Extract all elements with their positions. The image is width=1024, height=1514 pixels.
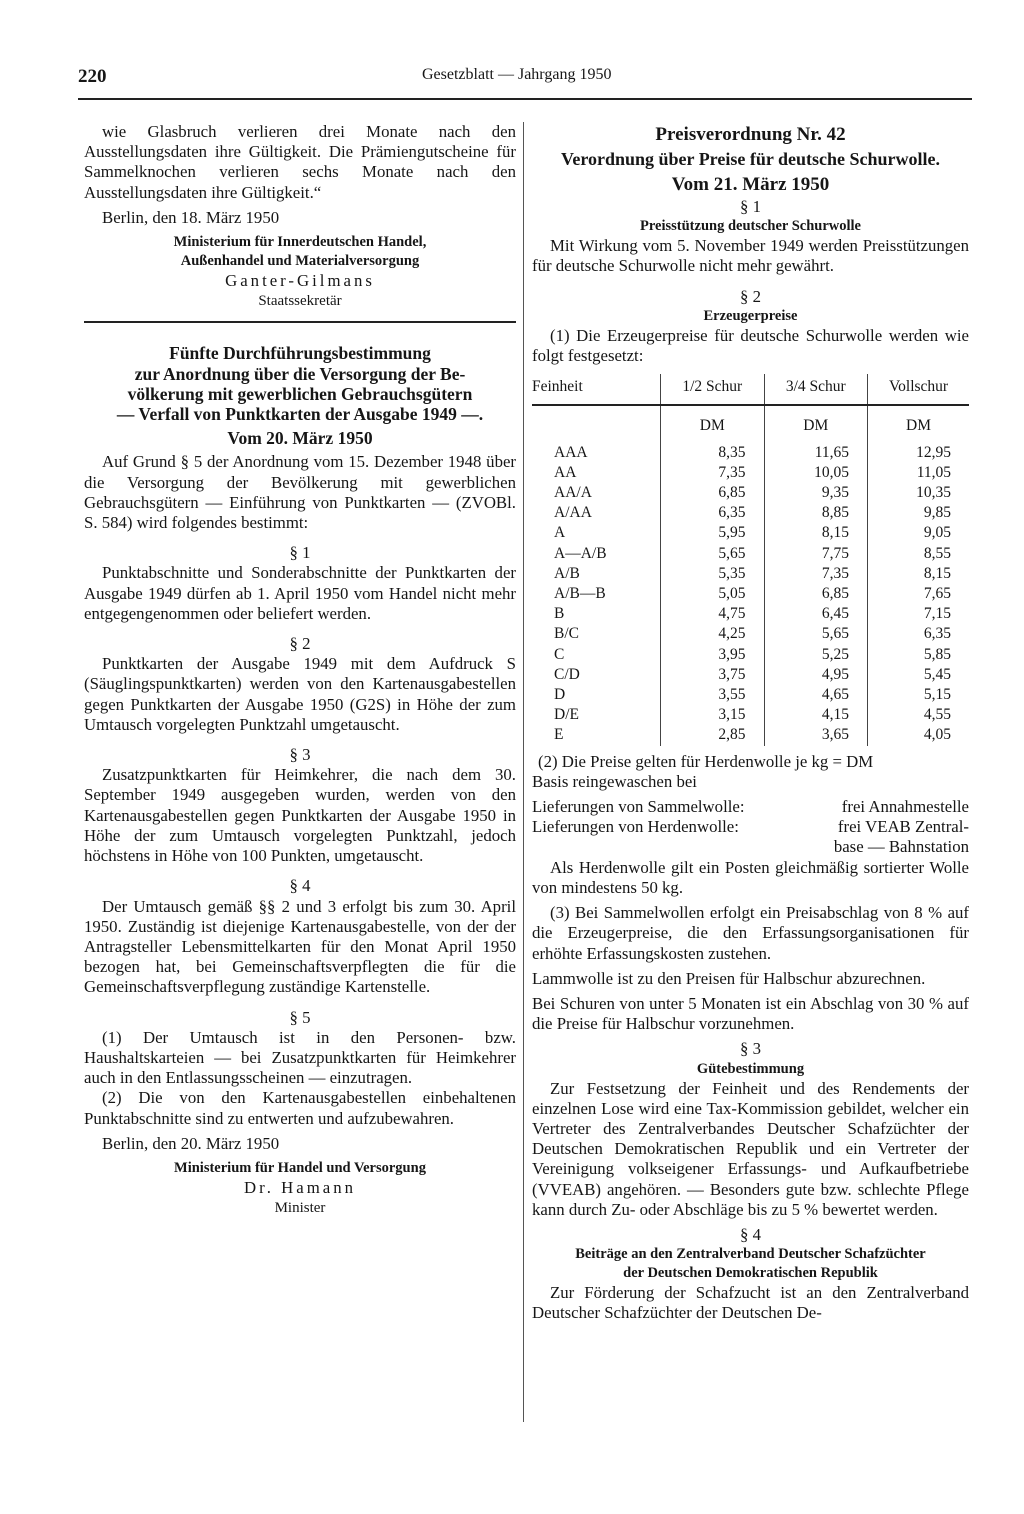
r-section-3-head: § 3 <box>740 1039 761 1059</box>
price-cell-feinheit: AA/A <box>554 484 592 502</box>
price-cell-value: 3,75 <box>661 665 765 685</box>
price-cell-value: 5,45 <box>868 665 969 685</box>
section-4-head: § 4 <box>289 876 311 896</box>
price-cell-value: 5,15 <box>868 685 969 705</box>
price-cell-value: 8,55 <box>868 544 969 564</box>
unit-dm-1: DM <box>661 405 765 442</box>
role-2: Minister <box>274 1200 326 1217</box>
delivery-herdenwolle-value: frei VEAB Zentral- <box>837 817 969 837</box>
decree-title-3: völkerung mit gewerblichen Gebrauchsgütern <box>127 383 473 404</box>
price-cell-feinheit: B <box>554 605 565 623</box>
price-cell-value: 7,15 <box>868 604 969 624</box>
price-cell-value: 5,25 <box>764 645 868 665</box>
price-row <box>532 564 969 584</box>
section-5-head: § 5 <box>289 1007 311 1027</box>
ministry-1a: Ministerium für Innerdeutschen Handel, <box>173 234 427 251</box>
price-cell-value: 7,35 <box>661 463 765 483</box>
continuation-text: wie Glasbruch verlieren drei Monate nach den Ausstellungsdaten ihre Gültigkeit. Die Prämiengutscheine für Sammelknochen verlieren sechs Monate nach den Ausstellungsdaten ihre Gültigkeit.“ <box>84 122 516 202</box>
section-1-text: Punktabschnitte und Sonderabschnitte der Punktkarten der Ausgabe 1949 dürfen ab 1. April 1950 vom Handel nicht mehr entgegengenommen oder beliefert werden. <box>84 563 516 623</box>
col-vollschur: Vollschur <box>868 374 969 405</box>
price-cell-value: 5,35 <box>661 564 765 584</box>
price-cell-feinheit: AA <box>554 463 577 481</box>
ministry-1b: Außenhandel und Materialversorgung <box>180 253 420 270</box>
decree-date: Vom 20. März 1950 <box>227 428 373 449</box>
section-2-text: Punktkarten der Ausgabe 1949 mit dem Aufdruck S (Säuglingspunktkarten) werden von den Kartenausgabestellen gegen Punktkarten der Ausgabe 1950 (G2S) in Höhe der zum Umtausch vorgelegten Punktzahl umgetauscht. <box>84 654 516 734</box>
signer-1: Ganter-Gilmans <box>225 271 375 291</box>
delivery-herdenwolle-label: Lieferungen von Herdenwolle: <box>532 817 739 837</box>
price-row <box>532 483 969 503</box>
r-section-1-head: § 1 <box>740 197 761 216</box>
price-row <box>532 604 969 624</box>
price-cell-value: 3,15 <box>661 705 765 725</box>
price-cell-feinheit: A <box>554 524 566 542</box>
price-cell-feinheit: E <box>554 726 564 744</box>
price-row <box>532 624 969 644</box>
price-cell-value: 5,05 <box>661 584 765 604</box>
unit-dm-2: DM <box>764 405 868 442</box>
herdenwolle-definition: Als Herdenwolle gilt ein Posten gleichmäßig sortierter Wolle von mindestens 50 kg. <box>532 857 969 897</box>
price-row <box>532 544 969 564</box>
delivery-herdenwolle <box>532 817 969 837</box>
price-cell-value: 11,65 <box>764 443 868 463</box>
right-column <box>532 122 969 1324</box>
section-5-para-2: (2) Die von den Kartenausgabestellen einbehaltenen Punktabschnitte sind zu entwerten und aufzubewahren. <box>84 1088 516 1128</box>
signer-2: Dr. Hamann <box>243 1177 357 1197</box>
price-row <box>532 463 969 483</box>
section-3-head: § 3 <box>289 745 311 765</box>
price-row <box>532 705 969 725</box>
price-cell-feinheit: A/AA <box>554 504 592 522</box>
price-cell-value: 7,75 <box>764 544 868 564</box>
price-cell-value: 5,85 <box>868 645 969 665</box>
r-section-4-sub-2: der Deutschen Demokratischen Republik <box>623 1265 878 1282</box>
col-dreiviertelschur: 3/4 Schur <box>764 374 868 405</box>
price-cell-value: 4,95 <box>764 665 868 685</box>
price-cell-value: 6,45 <box>764 604 868 624</box>
price-cell-value: 3,95 <box>661 645 765 665</box>
delivery-herdenwolle-value-2: base — Bahnstation <box>833 837 969 857</box>
role-1: Staatssekretär <box>258 293 342 310</box>
price-row <box>532 584 969 604</box>
price-cell-value: 7,35 <box>764 564 868 584</box>
column-divider <box>523 122 524 1422</box>
price-cell-value: 6,35 <box>868 624 969 644</box>
price-row <box>532 523 969 543</box>
lammwolle-rule: Lammwolle ist zu den Preisen für Halbschur abzurechnen. <box>532 968 926 988</box>
price-cell-value: 4,75 <box>661 604 765 624</box>
delivery-sammelwolle-value: frei Annahmestelle <box>841 797 969 817</box>
price-cell-value: 4,65 <box>764 685 868 705</box>
price-cell-value: 4,55 <box>868 705 969 725</box>
price-order-title: Preisverordnung Nr. 42 <box>655 124 846 145</box>
price-cell-value: 5,95 <box>661 523 765 543</box>
place-date-2: Berlin, den 20. März 1950 <box>102 1133 280 1153</box>
r-section-3-text: Zur Festsetzung der Feinheit und des Rendements der einzelnen Lose wird eine Tax-Kommission gebildet, welcher ein Vertreter des Zentralverbandes Deutscher Schafzüchter der Deutschen Demokratischen Republik und ein Vertreter der Vereinigung volkseigener Erfassungs- und Aufkaufbetriebe (VVEAB) angehören. — Besonders gute bzw. schlechte Pflege kann durch Zu- oder Abschläge bis zu 5 % bewertet werden. <box>532 1078 969 1219</box>
price-cell-value: 5,65 <box>661 544 765 564</box>
price-row <box>532 443 969 463</box>
r-section-1-sub: Preisstützung deutscher Schurwolle <box>640 218 861 235</box>
price-cell-value: 4,25 <box>661 624 765 644</box>
price-row <box>532 645 969 665</box>
price-order-date: Vom 21. März 1950 <box>671 174 830 195</box>
price-cell-value: 3,55 <box>661 685 765 705</box>
price-cell-value: 10,05 <box>764 463 868 483</box>
page-header <box>78 60 972 100</box>
price-cell-value: 8,15 <box>764 523 868 543</box>
price-cell-feinheit: C/D <box>554 665 580 683</box>
r-section-2-sub: Erzeugerpreise <box>703 307 798 324</box>
r-section-2-para-3: (3) Bei Sammelwollen erfolgt ein Preisabschlag von 8 % auf die Erzeugerpreise, die den Erfassungsorganisationen für erhöhte Erfassungskosten zustehen. <box>532 903 969 963</box>
price-cell-value: 12,95 <box>868 443 969 463</box>
r-section-2-para-1: (1) Die Erzeugerpreise für deutsche Schurwolle werden wie folgt festgesetzt: <box>532 325 969 366</box>
unit-dm-3: DM <box>868 405 969 442</box>
col-halbschur: 1/2 Schur <box>661 374 765 405</box>
price-cell-value: 10,35 <box>868 483 969 503</box>
section-4-text: Der Umtausch gemäß §§ 2 und 3 erfolgt bis zum 30. April 1950. Zuständig ist diejenige Kartenausgabestelle, von der der Antragsteller Lebensmittelkarten für den Monat April 1950 bezogen hat, bei Gemeinschaftsverpflegten die für die Gemeinschaftsverpflegung zuständige Kartenstelle. <box>84 896 516 997</box>
price-cell-value: 8,35 <box>661 443 765 463</box>
price-cell-feinheit: A/B—B <box>554 585 606 603</box>
r-section-2-para-2b: Basis reingewaschen bei <box>532 771 697 791</box>
section-3-text: Zusatzpunktkarten für Heimkehrer, die nach dem 30. September 1949 ausgegeben wurden, werden von den Kartenausgabestellen gegen Punktkarten der Ausgabe 1950 in Höhe der zum Umtausch vorgelegten Punktzahl, jedoch höchstens in Höhe von 100 Punkten, umgetauscht. <box>84 765 516 866</box>
r-section-4-head: § 4 <box>740 1224 761 1244</box>
price-cell-value: 8,15 <box>868 564 969 584</box>
price-row <box>532 665 969 685</box>
price-cell-feinheit: B/C <box>554 625 579 643</box>
price-row <box>532 503 969 523</box>
running-title: Gesetzblatt — Jahrgang 1950 <box>422 66 612 83</box>
price-cell-value: 11,05 <box>868 463 969 483</box>
price-table <box>532 374 969 745</box>
unit-row <box>532 405 969 442</box>
price-table-header <box>532 374 969 405</box>
r-section-4-sub-1: Beiträge an den Zentralverband Deutscher Schafzüchter <box>575 1246 926 1263</box>
price-cell-feinheit: AAA <box>554 443 588 461</box>
decree-title-2: zur Anordnung über die Versorgung der Be- <box>134 363 466 384</box>
delivery-sammelwolle-label: Lieferungen von Sammelwolle: <box>532 797 745 817</box>
price-cell-feinheit: D/E <box>554 706 579 724</box>
price-cell-value: 8,85 <box>764 503 868 523</box>
section-rule <box>84 321 516 323</box>
r-section-4-text: Zur Förderung der Schafzucht ist an den Zentralverband Deutscher Schafzüchter der Deutschen De- <box>532 1283 969 1323</box>
price-cell-value: 4,05 <box>868 725 969 745</box>
price-cell-value: 7,65 <box>868 584 969 604</box>
price-cell-value: 2,85 <box>661 725 765 745</box>
section-1-head: § 1 <box>289 543 311 563</box>
ministry-2: Ministerium für Handel und Versorgung <box>174 1159 426 1176</box>
price-cell-feinheit: A/B <box>554 564 580 582</box>
price-row <box>532 685 969 705</box>
left-column <box>84 122 516 1218</box>
price-cell-value: 9,35 <box>764 483 868 503</box>
section-2-head: § 2 <box>289 634 311 654</box>
decree-title-4: — Verfall von Punktkarten der Ausgabe 1949 —. <box>116 404 484 425</box>
price-cell-value: 6,85 <box>764 584 868 604</box>
page-number: 220 <box>78 66 107 87</box>
price-cell-value: 9,05 <box>868 523 969 543</box>
decree-intro: Auf Grund § 5 der Anordnung vom 15. Dezember 1948 über die Versorgung der Bevölkerung mit gewerblichen Gebrauchsgütern — Einführung von Punktkarten — (ZVOBl. S. 584) wird folgendes bestimmt: <box>84 452 516 533</box>
price-row <box>532 725 969 745</box>
schuren-rule: Bei Schuren von unter 5 Monaten ist ein Abschlag von 30 % auf die Preise für Halbschur vorzunehmen. <box>532 993 969 1034</box>
r-section-3-sub: Gütebestimmung <box>696 1060 805 1077</box>
price-cell-feinheit: D <box>554 686 566 704</box>
price-cell-value: 9,85 <box>868 503 969 523</box>
r-section-1-text: Mit Wirkung vom 5. November 1949 werden Preisstützungen für deutsche Schurwolle nicht mehr gewährt. <box>532 236 969 276</box>
price-cell-value: 4,15 <box>764 705 868 725</box>
delivery-sammelwolle <box>532 797 969 817</box>
price-cell-value: 6,85 <box>661 483 765 503</box>
price-order-subtitle: Verordnung über Preise für deutsche Schurwolle. <box>560 149 941 169</box>
r-section-2-para-2a: (2) Die Preise gelten für Herdenwolle je kg = DM <box>538 751 874 771</box>
price-cell-value: 6,35 <box>661 503 765 523</box>
r-section-2-head: § 2 <box>740 286 761 306</box>
price-cell-feinheit: A—A/B <box>554 544 607 562</box>
col-feinheit: Feinheit <box>532 374 661 405</box>
decree-title-1: Fünfte Durchführungsbestimmung <box>169 343 431 364</box>
price-cell-value: 3,65 <box>764 725 868 745</box>
price-cell-value: 5,65 <box>764 624 868 644</box>
section-5-para-1: (1) Der Umtausch ist in den Personen- bzw. Haushaltskarteien — bei Zusatzpunktkarten für Heimkehrer auch in den Entlassungsscheinen — einzutragen. <box>84 1027 516 1088</box>
place-date-1: Berlin, den 18. März 1950 <box>102 207 280 227</box>
price-cell-feinheit: C <box>554 645 565 663</box>
